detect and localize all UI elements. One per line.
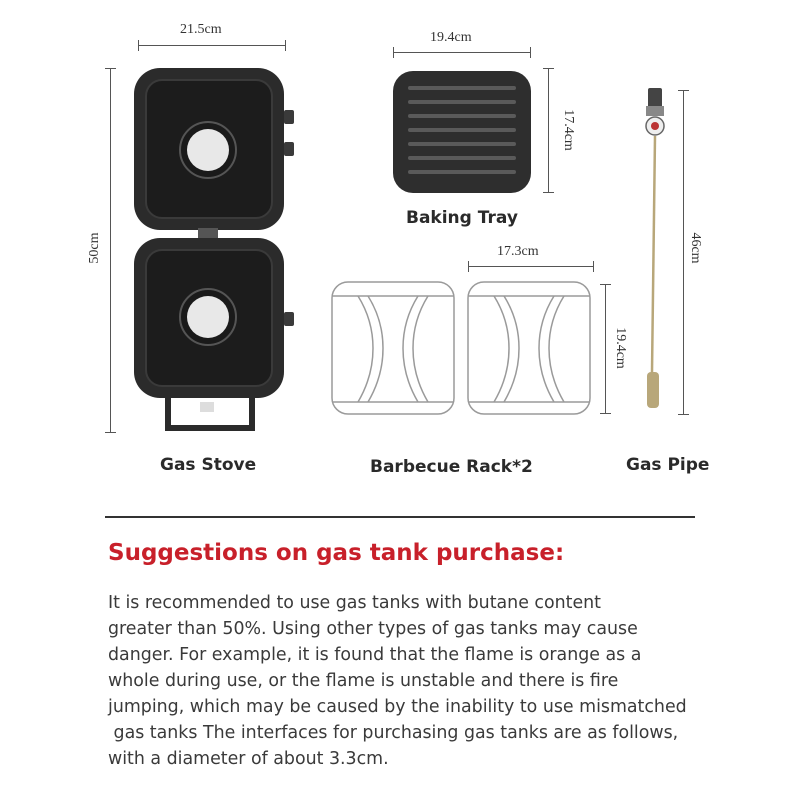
gas-pipe-caption: Gas Pipe bbox=[626, 455, 710, 475]
suggestion-line: with a diameter of about 3.3cm. bbox=[108, 749, 389, 769]
suggestion-heading: Suggestions on gas tank purchase: bbox=[108, 540, 565, 566]
suggestion-line: It is recommended to use gas tanks with butane content bbox=[108, 593, 602, 613]
suggestion-line: greater than 50%. Using other types of gas tanks may cause bbox=[108, 619, 638, 639]
barbecue-racks-image bbox=[328, 278, 598, 420]
gas-stove-image bbox=[128, 62, 303, 437]
section-divider bbox=[105, 516, 695, 518]
baking-tray-caption: Baking Tray bbox=[406, 208, 518, 228]
tray-width-label: 19.4cm bbox=[430, 30, 472, 45]
stove-width-label: 21.5cm bbox=[180, 22, 222, 37]
suggestion-line: danger. For example, it is found that the flame is orange as a bbox=[108, 645, 642, 665]
baking-tray-image bbox=[390, 68, 535, 196]
suggestion-line: whole during use, or the flame is unstable and there is fire bbox=[108, 671, 619, 691]
suggestion-paragraph bbox=[108, 590, 728, 772]
rack-width-label: 17.3cm bbox=[497, 244, 539, 259]
gas-stove-caption: Gas Stove bbox=[160, 455, 257, 475]
gas-pipe-image bbox=[630, 82, 680, 422]
suggestion-line: jumping, which may be caused by the inability to use mismatched bbox=[108, 697, 687, 717]
rack-height-label: 19.4cm bbox=[613, 327, 628, 369]
pipe-length-label: 46cm bbox=[688, 232, 703, 264]
stove-height-label: 50cm bbox=[87, 232, 102, 264]
tray-height-label: 17.4cm bbox=[561, 109, 576, 151]
barbecue-rack-caption: Barbecue Rack*2 bbox=[370, 457, 533, 477]
suggestion-line: gas tanks The interfaces for purchasing gas tanks are as follows, bbox=[108, 723, 679, 743]
